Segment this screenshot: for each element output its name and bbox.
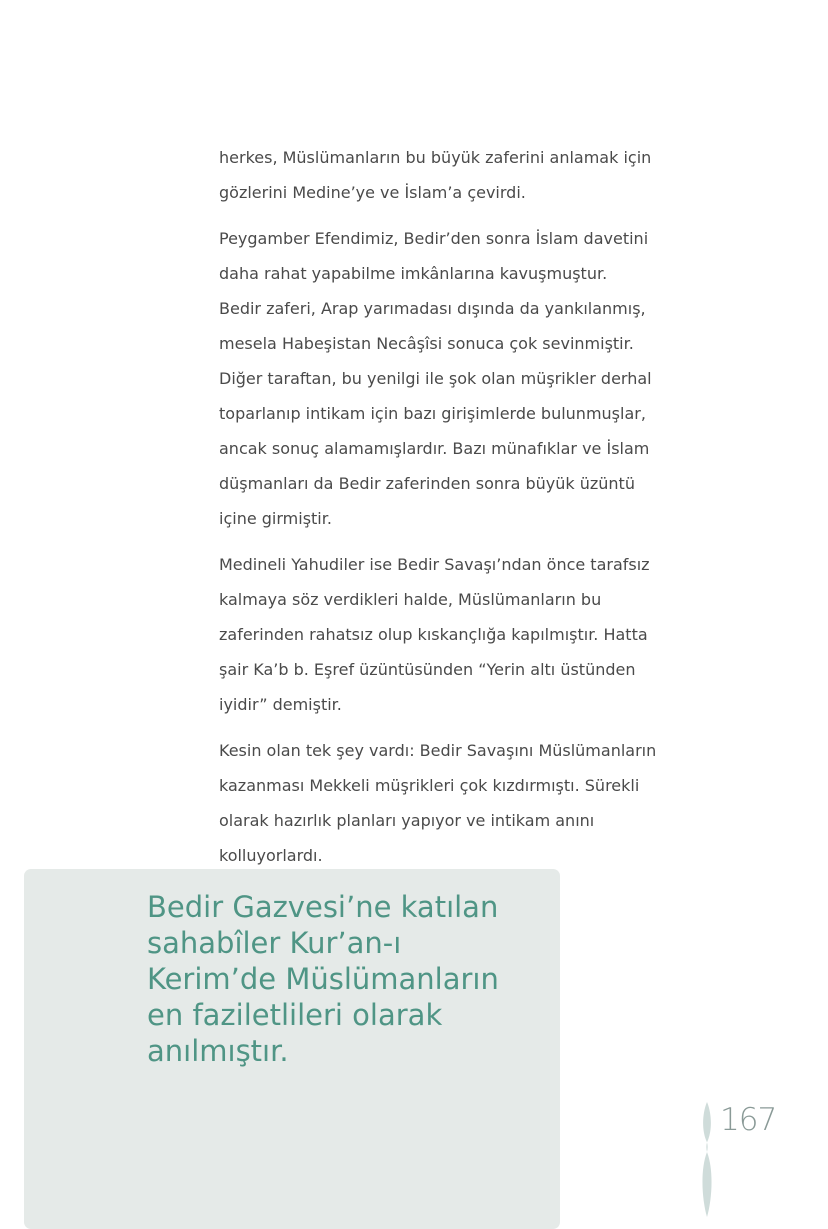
- text-line: kazanması Mekkeli müşrikleri çok kızdırmıştı. Sürekli: [219, 776, 640, 795]
- page-ornament-icon: [697, 1100, 717, 1217]
- text-line: gözlerini Medine’ye ve İslam’a çevirdi.: [219, 183, 526, 202]
- paragraph: [219, 221, 689, 536]
- page-number: 167: [720, 1102, 777, 1138]
- text-line: Peygamber Efendimiz, Bedir’den sonra İslam davetini: [219, 229, 649, 248]
- text-line: iyidir” demiştir.: [219, 695, 342, 714]
- text-line: Diğer taraftan, bu yenilgi ile şok olan müşrikler derhal: [219, 369, 652, 388]
- text-line: toparlanıp intikam için bazı girişimlerde bulunmuşlar,: [219, 404, 646, 423]
- text-line: olarak hazırlık planları yapıyor ve intikam anını: [219, 811, 595, 830]
- text-line: zaferinden rahatsız olup kıskançlığa kapılmıştır. Hatta: [219, 625, 648, 644]
- text-line: Bedir zaferi, Arap yarımadası dışında da yankılanmış,: [219, 299, 646, 318]
- text-line: daha rahat yapabilme imkânlarına kavuşmuştur.: [219, 264, 608, 283]
- text-line: herkes, Müslümanların bu büyük zaferini anlamak için: [219, 148, 652, 167]
- text-line: düşmanları da Bedir zaferinden sonra büyük üzüntü: [219, 474, 635, 493]
- text-line: Kesin olan tek şey vardı: Bedir Savaşını Müslümanların: [219, 741, 657, 760]
- text-line: şair Ka’b b. Eşref üzüntüsünden “Yerin altı üstünden: [219, 660, 636, 679]
- pull-quote-line: en faziletlileri olarak: [147, 998, 443, 1032]
- pull-quote-box: [24, 869, 560, 1229]
- paragraph: [219, 140, 689, 210]
- pull-quote-line: Bedir Gazvesi’ne katılan: [147, 890, 499, 924]
- text-line: mesela Habeşistan Necâşîsi sonuca çok sevinmiştir.: [219, 334, 634, 353]
- pull-quote-line: sahabîler Kur’an-ı: [147, 926, 402, 960]
- text-line: Medineli Yahudiler ise Bedir Savaşı’ndan önce tarafsız: [219, 555, 650, 574]
- text-line: ancak sonuç alamamışlardır. Bazı münafıklar ve İslam: [219, 439, 650, 458]
- pull-quote-line: Kerim’de Müslümanların: [147, 962, 499, 996]
- body-text: [219, 140, 689, 884]
- paragraph: [219, 547, 689, 722]
- pull-quote-line: anılmıştır.: [147, 1034, 289, 1068]
- text-line: kolluyorlardı.: [219, 846, 323, 865]
- text-line: kalmaya söz verdikleri halde, Müslümanların bu: [219, 590, 602, 609]
- pull-quote: [147, 889, 499, 1069]
- text-line: içine girmiştir.: [219, 509, 332, 528]
- paragraph: [219, 733, 689, 873]
